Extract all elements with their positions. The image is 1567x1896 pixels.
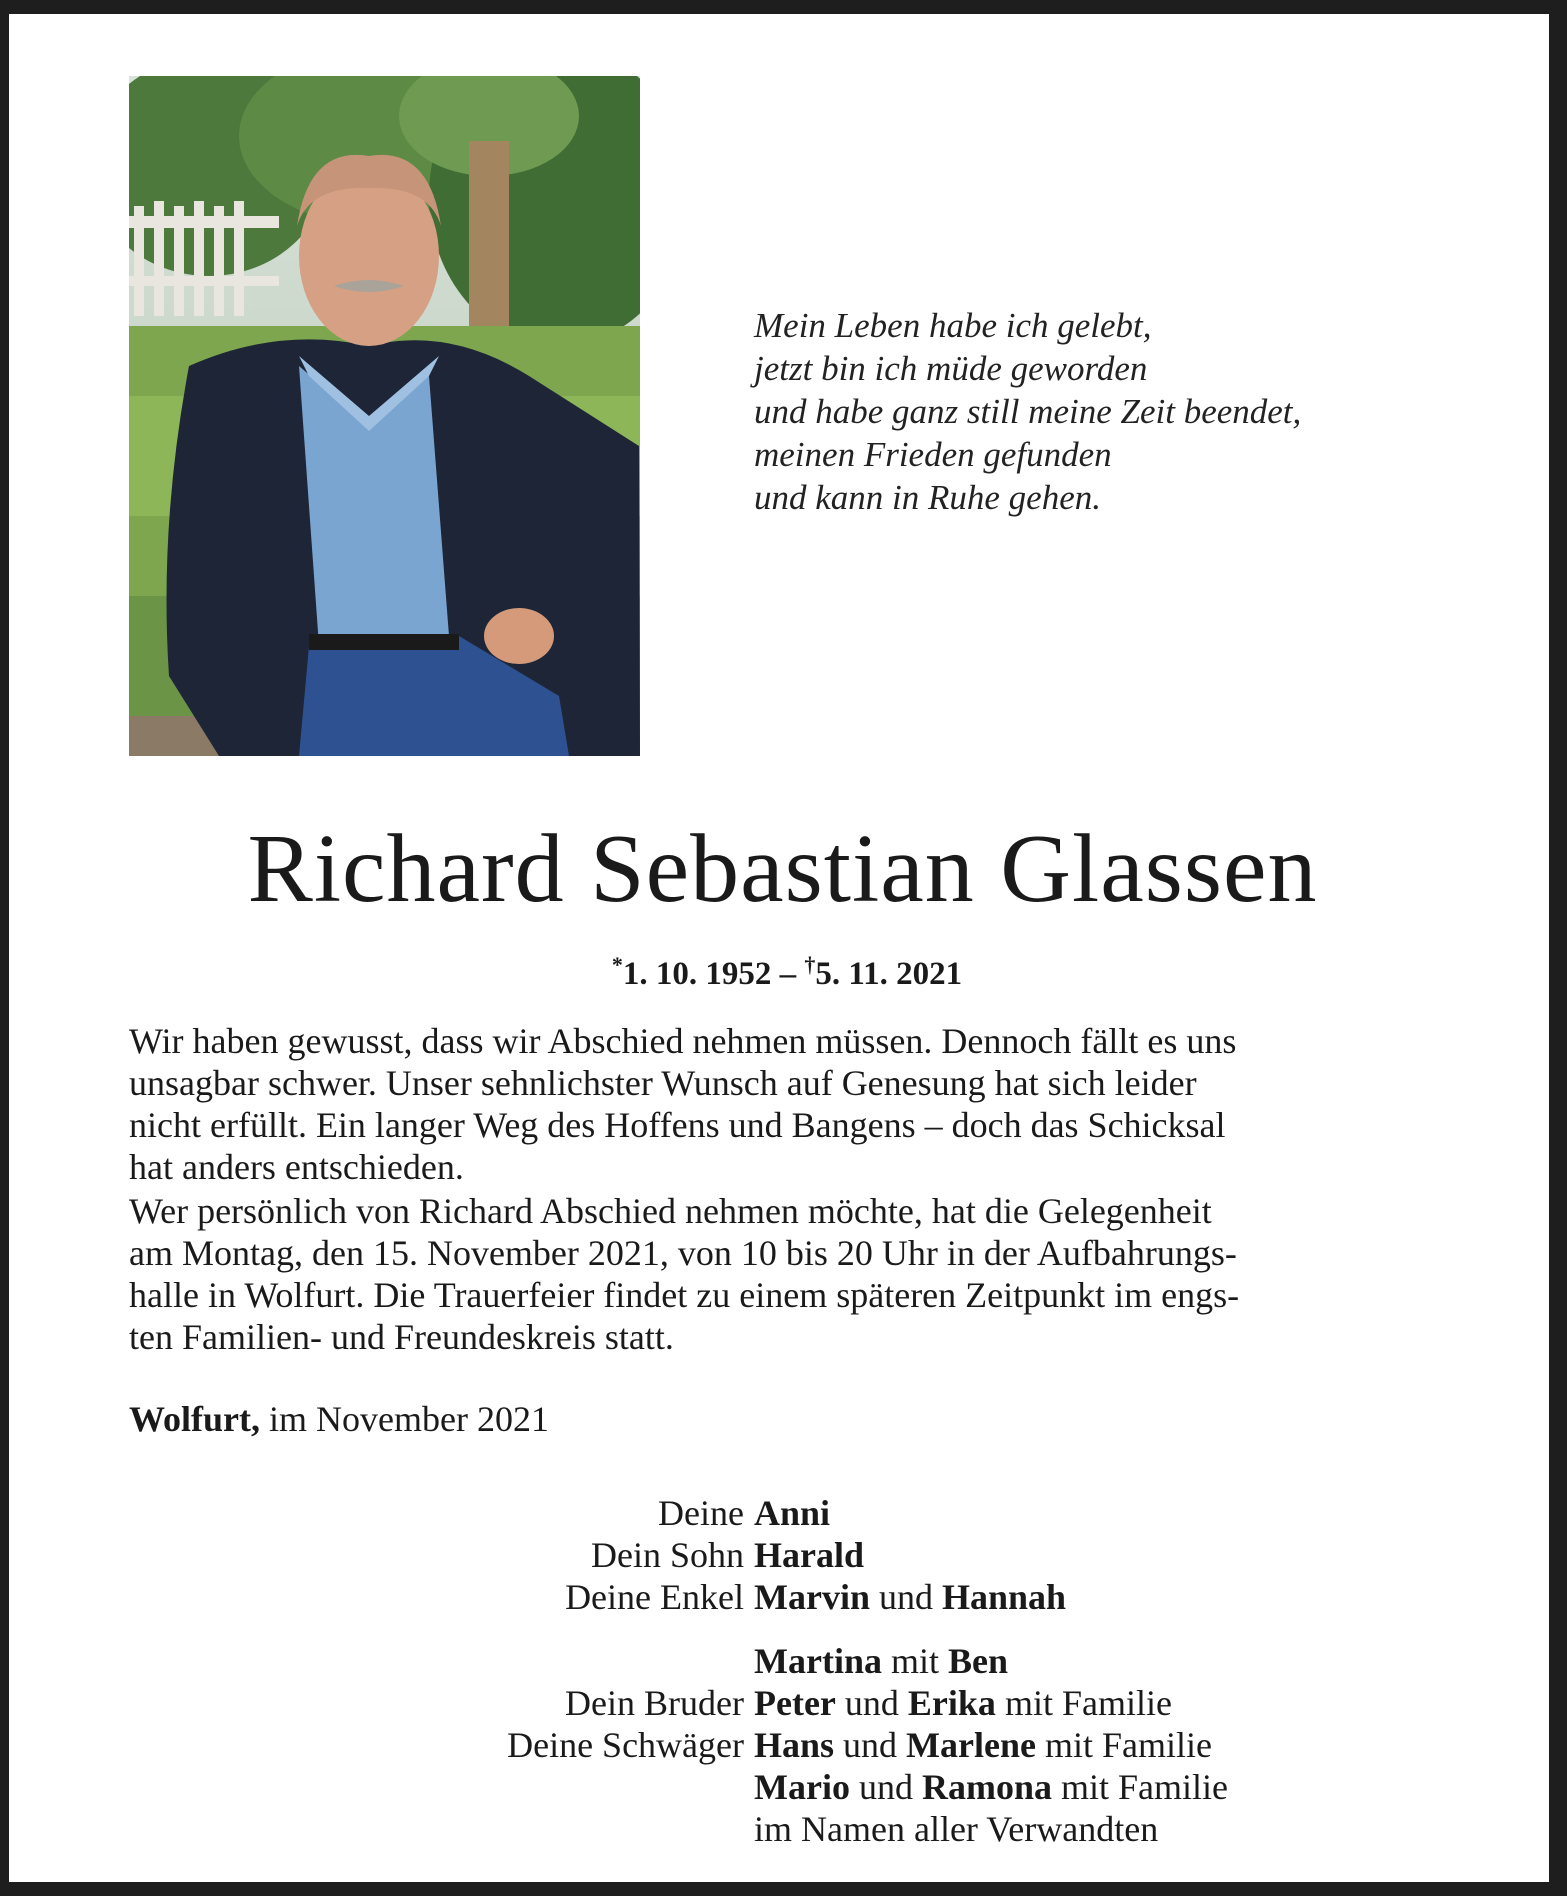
paragraph-line: nicht erfüllt. Ein langer Weg des Hoffens und Bangens – doch das Schicksal [129,1105,1226,1145]
family-name: Ramona [921,1767,1052,1807]
family-group-2 [9,1640,1556,1850]
family-name: Ben [947,1641,1008,1681]
family-conj: und [869,1577,942,1617]
family-names [754,1724,1212,1766]
paragraph-line: Wer persönlich von Richard Abschied nehmen möchte, hat die Gelegenheit [129,1191,1212,1231]
family-names [754,1534,864,1576]
family-name: Mario [754,1767,850,1807]
family-names [754,1682,1172,1724]
family-name: Hannah [941,1577,1067,1617]
poem-line: und kann in Ruhe gehen. [754,478,1101,517]
paragraph-line: hat anders entschieden. [129,1147,464,1187]
birth-date: 1. 10. 1952 [622,956,772,992]
family-name: Marlene [906,1725,1036,1765]
family-label: Deine [658,1493,744,1533]
deceased-name: Richard Sebastian Glassen [247,815,1318,923]
family-name: Harald [754,1535,865,1575]
family-names [754,1492,830,1534]
family-name: Martina [754,1641,882,1681]
family-row [9,1682,1556,1724]
family-conj: mit [881,1641,948,1681]
paragraph-line: am Montag, den 15. November 2021, von 10 bis 20 Uhr in der Aufbahrungs- [129,1233,1237,1273]
poem-line: Mein Leben habe ich gelebt, [754,306,1152,345]
family-conj: und [835,1683,908,1723]
family-row [9,1492,1556,1534]
family-row [9,1640,1556,1682]
family-suffix: mit Familie [1051,1767,1228,1807]
obituary-page [9,14,1549,1882]
portrait-photo-icon [129,76,640,756]
poem-line: jetzt bin ich müde geworden [754,349,1148,388]
family-row [9,1766,1556,1808]
poem [754,304,1301,519]
family-name: Erika [907,1683,996,1723]
paragraph-farewell [129,1020,1449,1188]
family-names [754,1766,1228,1808]
family-names [754,1576,1066,1618]
paragraph-line: unsagbar schwer. Unser sehnlichster Wunsch auf Genesung hat sich leider [129,1063,1197,1103]
family-name: Hans [754,1725,835,1765]
family-suffix: mit Familie [1035,1725,1212,1765]
poem-line: und habe ganz still meine Zeit beendet, [754,392,1302,431]
family-conj: und [849,1767,922,1807]
family-row [9,1724,1556,1766]
family-group-1 [9,1492,1556,1618]
family-row [9,1808,1556,1850]
family-name: Peter [754,1683,836,1723]
family-conj: und [834,1725,907,1765]
family-row [9,1534,1556,1576]
family-label: Dein Bruder [565,1683,744,1723]
family-suffix: mit Familie [995,1683,1172,1723]
place-date [129,1398,549,1440]
death-mark: † [804,952,816,977]
family-label: Deine Enkel [565,1577,744,1617]
poem-line: meinen Frieden gefunden [754,435,1112,474]
death-date: 5. 11. 2021 [815,956,963,992]
place-month: im November 2021 [260,1399,549,1439]
place-town: Wolfurt, [129,1399,260,1439]
family-name: Marvin [754,1577,870,1617]
life-dates [9,944,1565,995]
date-separator: – [771,956,805,992]
paragraph-line: halle in Wolfurt. Die Trauerfeier findet zu einem späteren Zeitpunkt im engs- [129,1275,1240,1315]
paragraph-line: Wir haben gewusst, dass wir Abschied nehmen müssen. Dennoch fällt es uns [129,1021,1237,1061]
closing-line: im Namen aller Verwandten [754,1809,1159,1849]
family-label: Dein Sohn [591,1535,744,1575]
paragraph-line: ten Familien- und Freundeskreis statt. [129,1317,674,1357]
family-names [754,1640,1008,1682]
portrait-photo [129,76,640,756]
family-name: Anni [754,1493,831,1533]
family-row [9,1576,1556,1618]
family-label: Deine Schwäger [507,1725,744,1765]
paragraph-viewing [129,1190,1449,1358]
birth-mark: * [611,952,623,977]
